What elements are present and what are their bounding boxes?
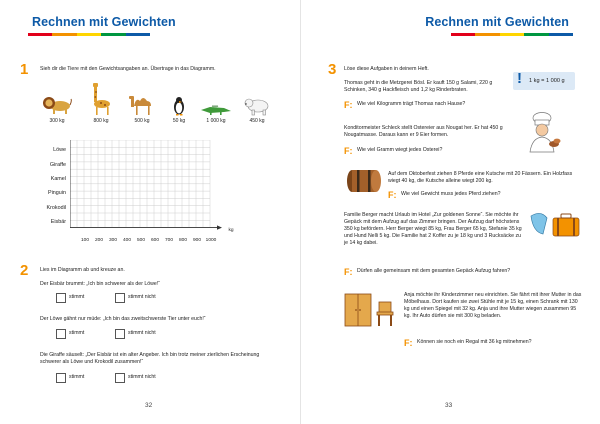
row-label: Pinguin bbox=[48, 190, 66, 196]
stripe-green bbox=[524, 33, 548, 36]
question-2-option-true-checkbox[interactable] bbox=[56, 329, 66, 339]
crocodile-weight: 1 000 kg bbox=[206, 118, 226, 124]
option-label: stimmt nicht bbox=[128, 330, 156, 336]
polar-bear-weight: 450 kg bbox=[249, 118, 265, 124]
task-1-number: 1 bbox=[20, 61, 29, 78]
stripe-yellow bbox=[77, 33, 101, 36]
x-tick: 300 bbox=[108, 238, 117, 243]
task-3-instruction: Löse diese Aufgaben in deinem Heft. bbox=[344, 66, 429, 72]
camel-weight: 500 kg bbox=[134, 118, 150, 124]
row-label: Eisbär bbox=[50, 219, 66, 225]
question-2-option-false-checkbox[interactable] bbox=[115, 329, 125, 339]
problem-1-question: Wie viel Kilogramm trägt Thomas nach Hause? bbox=[357, 101, 466, 107]
stripe-orange bbox=[475, 33, 499, 36]
x-tick: 800 bbox=[178, 238, 187, 243]
problem-5-text: Anja möchte ihr Kinderzimmer neu einrichten. Sie fährt mit ihrer Mutter in das Möbelhaus. Dort kaufen sie zwei Stühle mit je 15 kg, einen Schrank mit 130 kg und einen Spiegel mit 32 kg. Anja und ihre Mutter wiegen zusammen 95 kg. Ihr Auto dürfen sie mit 300 kg beladen. bbox=[404, 292, 582, 319]
question-3-text: Die Giraffe säuselt: „Der Eisbär ist ein alter Angeber. Ich bin trotz meiner zierlichen Erscheinung schwerer als Löwe und Krokodil zusammen!“ bbox=[40, 352, 260, 365]
question-3-option-false-checkbox[interactable] bbox=[115, 373, 125, 383]
question-2-text: Der Löwe gähnt nur müde: „Ich bin das zweitschwerste Tier unter euch!“ bbox=[40, 316, 206, 322]
f-label: F: bbox=[344, 267, 353, 277]
title-stripe bbox=[28, 33, 150, 36]
title-stripe bbox=[451, 33, 573, 36]
f-label: F: bbox=[404, 338, 413, 348]
f-label: F: bbox=[344, 100, 353, 110]
option-label: stimmt bbox=[69, 374, 85, 380]
x-tick: 200 bbox=[94, 238, 103, 243]
problem-2-question: Wie viel Gramm wiegt jedes Osterei? bbox=[357, 147, 443, 153]
note-exclamation-mark: ! bbox=[517, 70, 522, 87]
problem-5-question: Können sie noch ein Regal mit 36 kg mitnehmen? bbox=[417, 339, 532, 345]
option-label: stimmt nicht bbox=[128, 294, 156, 300]
row-label: Löwe bbox=[53, 147, 66, 153]
x-tick: 500 bbox=[136, 238, 145, 243]
question-1-text: Der Eisbär brummt: „Ich bin schwerer als der Löwe!“ bbox=[40, 281, 160, 287]
problem-3-text: Auf dem Oktoberfest ziehen 8 Pferde eine Kutsche mit 20 Fässern. Ein Holzfass wiegt 40 kg, die Kutsche alleine wiegt 200 kg. bbox=[388, 171, 573, 184]
problem-1-text: Thomas geht in die Metzgerei Bösl. Er kauft 150 g Salami, 220 g Schinken, 340 g Hackfleisch und 1,2 kg Rinderbraten. bbox=[344, 80, 493, 93]
f-label: F: bbox=[388, 190, 397, 200]
question-1-option-false-checkbox[interactable] bbox=[115, 293, 125, 303]
question-3-option-true-checkbox[interactable] bbox=[56, 373, 66, 383]
stripe-orange bbox=[52, 33, 76, 36]
stripe-yellow bbox=[500, 33, 524, 36]
task-3-number: 3 bbox=[328, 61, 337, 78]
x-tick: 900 bbox=[192, 238, 201, 243]
page-title: Rechnen mit Gewichten bbox=[425, 15, 569, 29]
page-number: 32 bbox=[145, 402, 153, 409]
luggage-icon bbox=[527, 208, 583, 247]
chef-icon bbox=[527, 112, 561, 159]
task-2-instruction: Lies im Diagramm ab und kreuze an. bbox=[40, 267, 125, 273]
lion-weight: 300 kg bbox=[49, 118, 65, 124]
lion-icon bbox=[42, 95, 72, 120]
penguin-weight: 50 kg bbox=[172, 118, 186, 124]
furniture-icon bbox=[343, 292, 399, 333]
barrel-icon bbox=[346, 168, 382, 199]
problem-4-text: Familie Berger macht Urlaub im Hotel „Zur goldenen Sonne“. Sie möchte ihr Gepäck mit dem Aufzug auf das Zimmer bringen. Der Aufzug darf höchstens 350 kg befördern. Herr Berger wiegt 85 kg, Frau Berger 65 kg, Stefanie 35 kg und Hund Nelli 5 kg. Die Familie hat 2 Koffer zu je 18 kg und 3 Rucksäcke zu je 14 kg dabei. bbox=[344, 212, 522, 246]
x-tick: 1000 bbox=[205, 238, 217, 243]
page-title: Rechnen mit Gewichten bbox=[32, 15, 176, 29]
task-1-instruction: Sieh dir die Tiere mit den Gewichtsangaben an. Übertrage in das Diagramm. bbox=[40, 66, 216, 72]
option-label: stimmt bbox=[69, 294, 85, 300]
camel-icon bbox=[128, 92, 156, 121]
stripe-blue bbox=[549, 33, 573, 36]
stripe-green bbox=[101, 33, 125, 36]
row-label: Giraffe bbox=[49, 162, 66, 168]
question-1-option-true-checkbox[interactable] bbox=[56, 293, 66, 303]
row-label: Krokodil bbox=[46, 205, 66, 211]
stripe-red bbox=[451, 33, 475, 36]
f-label: F: bbox=[344, 146, 353, 156]
giraffe-weight: 800 kg bbox=[93, 118, 109, 124]
stripe-red bbox=[28, 33, 52, 36]
row-label: Kamel bbox=[50, 176, 66, 182]
page-number: 33 bbox=[445, 402, 453, 409]
x-tick: 100 bbox=[80, 238, 89, 243]
x-axis-unit: kg bbox=[228, 228, 234, 233]
note-text: 1 kg = 1 000 g bbox=[529, 78, 565, 84]
x-tick: 600 bbox=[150, 238, 159, 243]
stripe-blue bbox=[126, 33, 150, 36]
giraffe-icon bbox=[89, 82, 111, 121]
problem-2-text: Konditormeister Schleck stellt Ostereier aus Nougat her. Er hat 450 g Nougatmasse. Daraus kann er 9 Eier formen. bbox=[344, 125, 503, 138]
x-tick: 400 bbox=[122, 238, 131, 243]
x-tick: 700 bbox=[164, 238, 173, 243]
problem-4-question: Dürfen alle gemeinsam mit dem gesamten Gepäck Aufzug fahren? bbox=[357, 268, 511, 274]
option-label: stimmt bbox=[69, 330, 85, 336]
option-label: stimmt nicht bbox=[128, 374, 156, 380]
right-page bbox=[300, 0, 600, 424]
task-2-number: 2 bbox=[20, 262, 29, 279]
chart-grid[interactable] bbox=[70, 140, 225, 236]
problem-3-question: Wie viel Gewicht muss jedes Pferd ziehen? bbox=[401, 191, 501, 197]
